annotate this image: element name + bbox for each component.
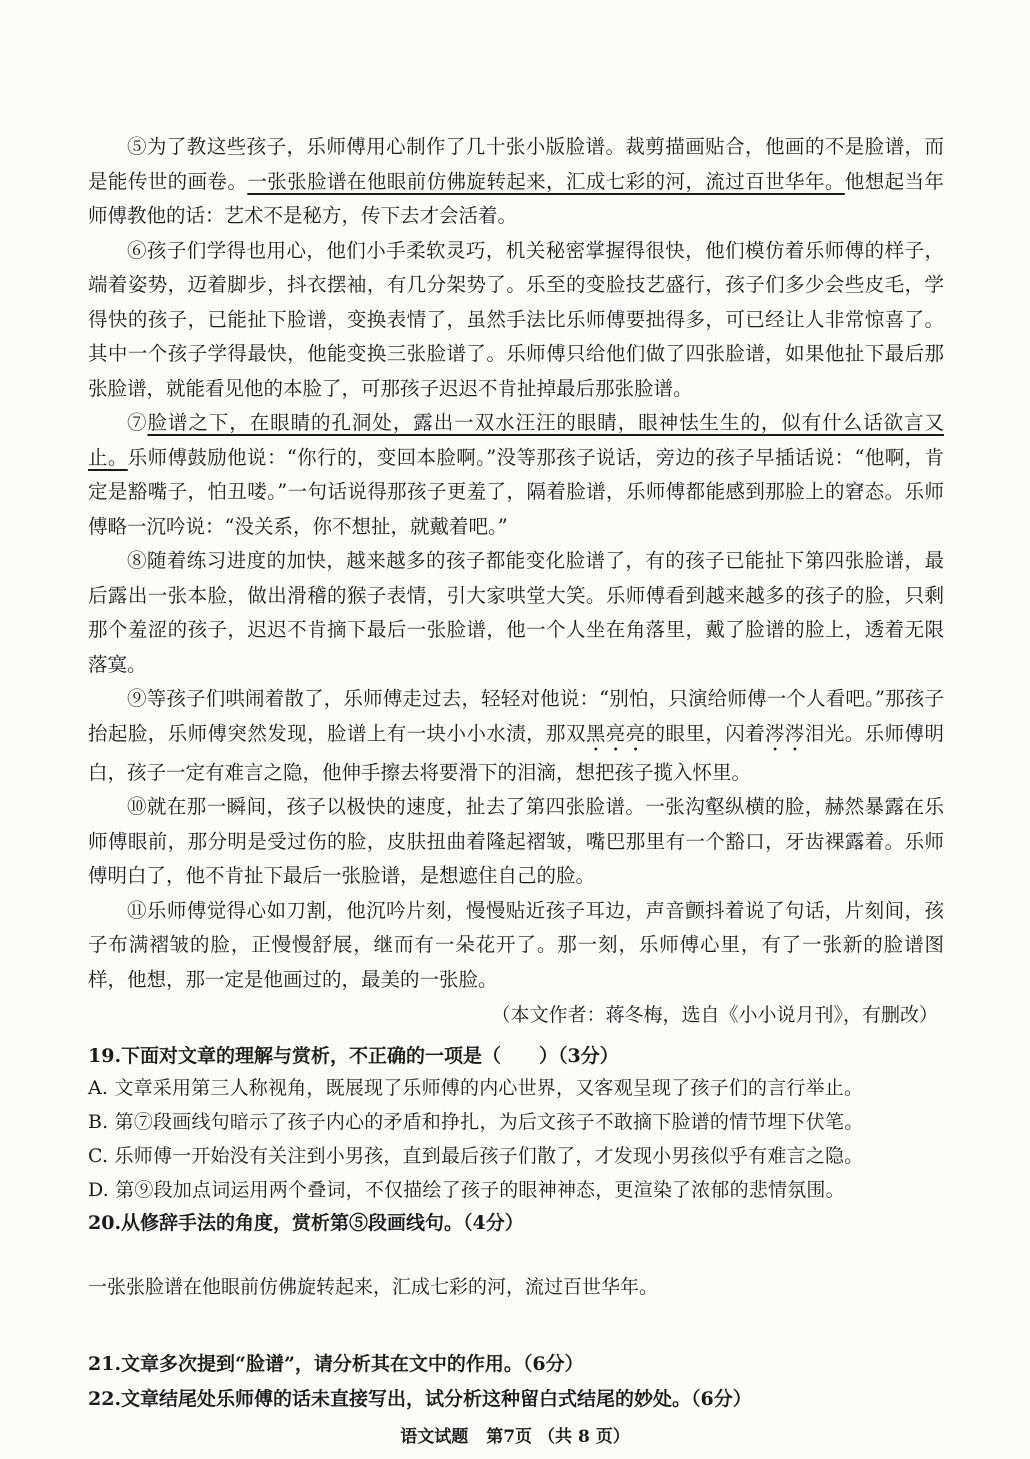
footer-subject: 语文试题 [400, 1427, 469, 1447]
p9-dotted-word-1: 黑亮亮 [585, 721, 646, 745]
p9-text-2: 的眼里，闪着 [645, 721, 766, 745]
p9-text-3: 泪光。乐师傅明白，孩子一定有难言之隐，他伸手擦去将要滑下的泪滴，想把孩子揽入怀里。 [88, 721, 944, 784]
q19-option-a: A. 文章采用第三人称视角，既展现了乐师傅的内心世界，又客观呈现了孩子们的言行举止。 [88, 1077, 864, 1099]
passage-body [88, 130, 944, 997]
question-20: 20.从修辞手法的角度，赏析第⑤段画线句。（4分） [88, 1212, 524, 1234]
p7-number: ⑦ [127, 411, 148, 434]
q20-quoted-sentence: 一张张脸谱在他眼前仿佛旋转起来，汇成七彩的河，流过百世华年。 [88, 1276, 659, 1298]
q19-option-b: B. 第⑦段画线句暗示了孩子内心的矛盾和挣扎，为后文孩子不敢摘下脸谱的情节埋下伏笔。 [88, 1111, 864, 1133]
p7-underlined-sentence: 脸谱之下，在眼睛的孔洞处，露出一双水汪汪的眼睛，眼神怯生生的，似有什么话欲言又止。 [88, 411, 944, 469]
question-19: 19.下面对文章的理解与赏析，不正确的一项是（ ）（3分） [88, 1045, 619, 1067]
question-22: 22.文章结尾处乐师傅的话未直接写出，试分析这种留白式结尾的妙处。（6分） [88, 1388, 752, 1410]
p5-text-after: 他想起当年师傅教他的话：艺术不是秘方，传下去才会活着。 [88, 169, 944, 227]
paragraph-6: ⑥孩子们学得也用心，他们小手柔软灵巧，机关秘密掌握得很快，他们模仿着乐师傅的样子，端着姿势，迈着脚步，抖衣摆袖，有几分架势了。乐至的变脸技艺盛行，孩子们多少会些皮毛，学得快的孩子，已能扯下脸谱，变换表情了，虽然手法比乐师傅要拙得多，可已经让人非常惊喜了。其中一个孩子学得最快，他能变换三张脸谱了。乐师傅只给他们做了四张脸谱，如果他扯下最后那张脸谱，就能看见他的本脸了，可那孩子迟迟不肯扯掉最后那张脸谱。 [88, 238, 944, 400]
q19-option-d: D. 第⑨段加点词运用两个叠词，不仅描绘了孩子的眼神神态，更渲染了浓郁的悲情氛围。 [88, 1179, 845, 1201]
p7-text-after: 乐师傅鼓励他说：“你行的，变回本脸啊。”没等那孩子说话，旁边的孩子早插话说：“他啊，肯定是豁嘴子，怕丑喽。”一句话说得那孩子更羞了，隔着脸谱，乐师傅都能感到那脸上的窘态。乐师傅略一沉吟说：“没关系，你不想扯，就戴着吧。” [88, 445, 944, 538]
p5-text: ⑤为了教这些孩子，乐师傅用心制作了几十张小版脸谱。裁剪描画贴合，他画的不是脸谱，而是能传世的画卷。 [88, 135, 944, 193]
q19-option-c: C. 乐师傅一开始没有关注到小男孩，直到最后孩子们散了，才发现小男孩似乎有难言之隐。 [88, 1145, 864, 1167]
p9-dotted-word-2: 涔涔 [765, 721, 805, 745]
footer-total-pages: （共 8 页） [538, 1427, 630, 1447]
paragraph-7 [88, 406, 944, 544]
paragraph-8: ⑧随着练习进度的加快，越来越多的孩子都能变化脸谱了，有的孩子已能扯下第四张脸谱，最后露出一张本脸，做出滑稽的猴子表情，引大家哄堂大笑。乐师傅看到越来越多的孩子的脸，只剩那个羞涩的孩子，迟迟不肯摘下最后一张脸谱，他一个人坐在角落里，戴了脸谱的脸上，透着无限落寞。 [88, 549, 944, 676]
paragraph-11: ⑪乐师傅觉得心如刀割，他沉吟片刻，慢慢贴近孩子耳边，声音颤抖着说了句话，片刻间，孩子布满褶皱的脸，正慢慢舒展，继而有一朵花开了。那一刻，乐师傅心里，有了一张新的脸谱图样，他想，那一定是他画过的，最美的一张脸。 [88, 898, 944, 991]
source-note: （本文作者：蒋冬梅，选自《小小说月刊》，有删改） [491, 1004, 938, 1026]
p5-underlined-sentence: 一张张脸谱在他眼前仿佛旋转起来，汇成七彩的河，流过百世华年。 [247, 169, 845, 193]
question-21: 21.文章多次提到“脸谱”，请分析其在文中的作用。（6分） [88, 1353, 584, 1375]
page-footer [0, 1422, 1030, 1447]
paragraph-5 [88, 130, 944, 234]
p9-text-1: ⑨等孩子们哄闹着散了，乐师傅走过去，轻轻对他说：“别怕，只演给师傅一个人看吧。”那孩子抬起脸，乐师傅突然发现，脸谱上有一块小小水渍，那双 [88, 687, 944, 745]
footer-page-number: 第7页 [486, 1427, 533, 1447]
paragraph-9 [88, 682, 944, 790]
paragraph-10: ⑩就在那一瞬间，孩子以极快的速度，扯去了第四张脸谱。一张沟壑纵横的脸，赫然暴露在乐师傅眼前，那分明是受过伤的脸，皮肤扭曲着隆起褶皱，嘴巴那里有一个豁口，牙齿裸露着。乐师傅明白了，他不肯扯下最后一张脸谱，是想遮住自己的脸。 [88, 795, 944, 887]
